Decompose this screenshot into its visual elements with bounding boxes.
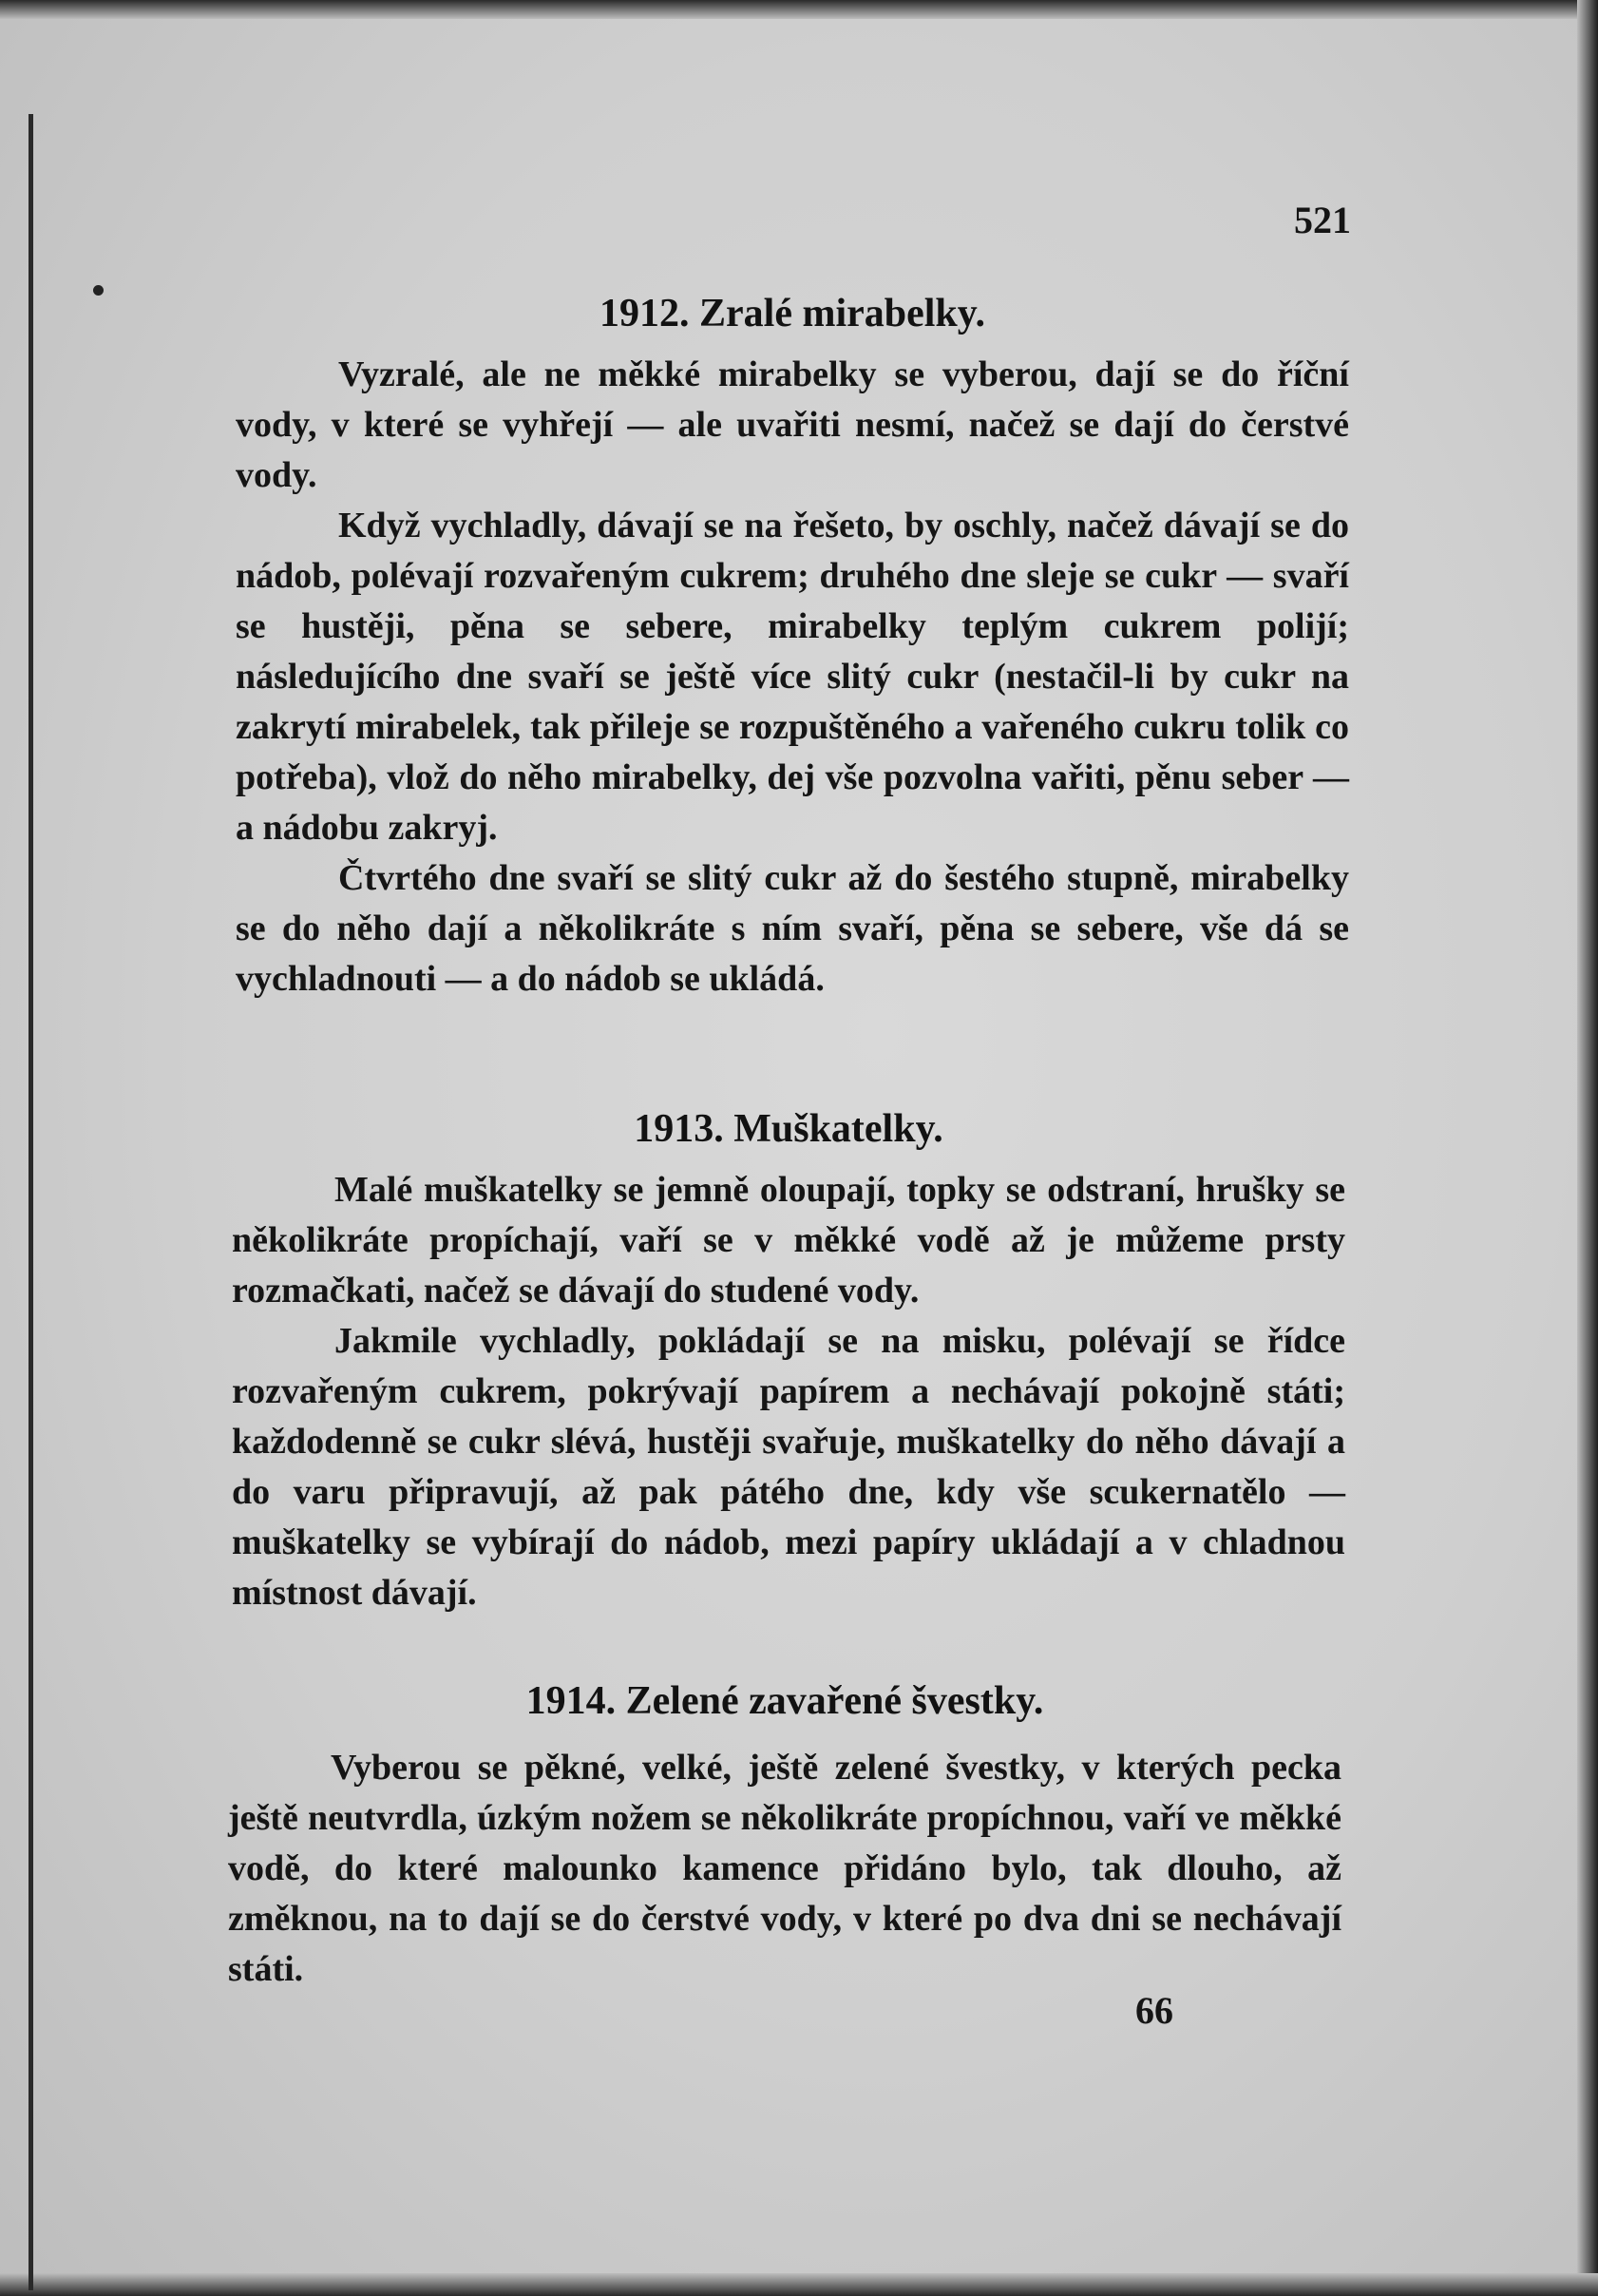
section-number: 1914.: [525, 1679, 617, 1723]
section-number: 1913.: [634, 1107, 724, 1151]
section-heading: [232, 1106, 1345, 1152]
scan-edge-right: [1577, 0, 1598, 2296]
binding-edge-line: [29, 114, 33, 2290]
section-title: Zralé mirabelky.: [699, 292, 985, 335]
paragraph: Malé muškatelky se jemně oloupají, topky se odstraní, hrušky se několikráte propíchají, vaří se v měkké vodě až je můžeme prsty rozmačkati, načež se dávají do studené vody.: [232, 1170, 1345, 1311]
section-heading: [228, 1678, 1341, 1724]
scan-edge-top: [0, 0, 1598, 19]
speck-mark: [93, 285, 104, 296]
scan-edge-bottom: [0, 2273, 1598, 2296]
paragraph: Jakmile vychladly, pokládají se na misku, polévají se řídce rozvařeným cukrem, pokrývají papírem a nechávají pokojně státi; každodenně se cukr slévá, hustěji svařuje, muškatelky do něho dávají a do varu připravují, až pak pátého dne, kdy vše scukernatělo — muškatelky se vybírají do nádob, mezi papíry ukládají a v chladnou místnost dávají.: [232, 1321, 1345, 1613]
section-number: 1912.: [599, 292, 690, 335]
paragraph: Čtvrtého dne svaří se slitý cukr až do šestého stupně, mirabelky se do něho dají a několikráte s ním svaří, pěna se sebere, vše dá se vychladnouti — a do nádob se ukládá.: [236, 858, 1349, 999]
printer-signature-mark: 66: [1135, 1989, 1173, 2032]
paragraph: Když vychladly, dávají se na řešeto, by oschly, načež dávají se do nádob, polévají rozvařeným cukrem; druhého dne sleje se cukr — svaří se hustěji, pěna se sebere, mirabelky teplým cukrem polijí; následujícího dne svaří se ještě více slitý cukr (nestačil-li by cukr na zakrytí mirabelek, tak přileje se rozpuštěného a vařeného cukru tolik co potřeba), vlož do něho mirabelky, dej vše pozvolna vařiti, pěnu seber — a nádobu zakryj.: [236, 506, 1349, 848]
paragraph: Vyberou se pěkné, velké, ještě zelené švestky, v kterých pecka ještě neutvrdla, úzkým nožem se několikráte propíchnou, vaří ve měkké vodě, do které malounko kamence přidáno bylo, tak dlouho, až změknou, na to dají se do čerstvé vody, v které po dva dni se nechávají státi.: [228, 1748, 1341, 1989]
section-title: Zelené zavařené švestky.: [625, 1679, 1044, 1723]
section-title: Muškatelky.: [733, 1107, 943, 1151]
section-1913: [232, 1106, 1345, 1618]
section-1912: [236, 291, 1349, 1004]
section-1914: [228, 1678, 1341, 1995]
page-number: 521: [1294, 199, 1351, 241]
section-heading: [236, 291, 1349, 336]
paragraph: Vyzralé, ale ne měkké mirabelky se vyberou, dají se do říční vody, v které se vyhřejí — ale uvařiti nesmí, načež se dají do čerstvé vody.: [236, 354, 1349, 495]
